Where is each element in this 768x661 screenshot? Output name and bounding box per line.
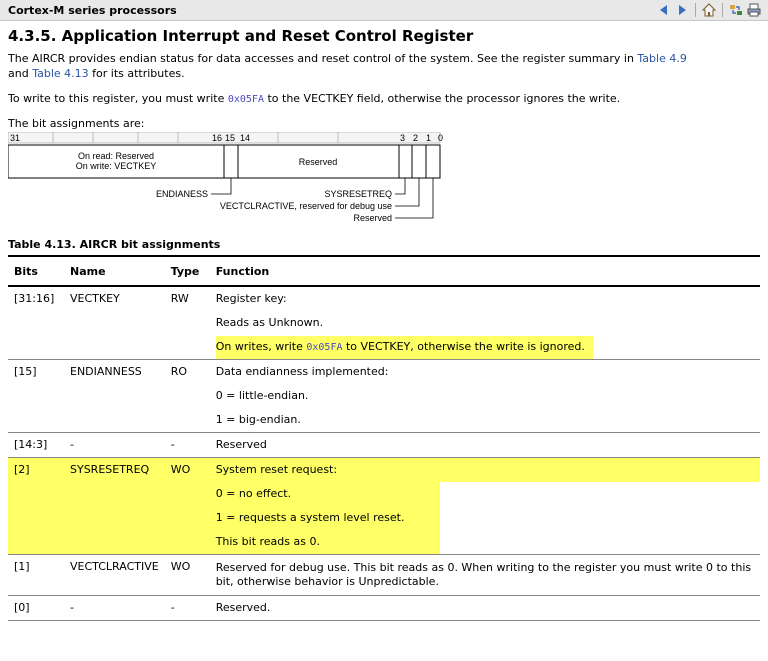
intro-paragraph [8, 51, 760, 81]
function-line: Reserved [215, 438, 267, 451]
bits-cell: [1] [14, 560, 30, 573]
nav-icons [656, 2, 762, 18]
home-icon[interactable] [701, 2, 717, 18]
bit-assignment-diagram [8, 132, 448, 232]
col-name: Name [70, 264, 106, 278]
bit-14-label: 14 [240, 133, 251, 143]
table-4-9-link[interactable]: Table 4.9 [637, 52, 687, 65]
intro-text: and [8, 67, 33, 80]
bits-cell: [15] [14, 365, 37, 378]
function-line: System reset request: [210, 458, 760, 483]
bits-cell: [0] [14, 601, 30, 614]
reserved-field: Reserved [298, 157, 338, 167]
bit-3-label: 3 [400, 133, 406, 143]
row-endianness [8, 360, 760, 433]
function-line: Reserved for debug use. This bit reads as 0. When writing to the register you must write 0 to this bit, otherwise behavior is Unpredictable. [215, 561, 752, 588]
page-title: 4.3.5. Application Interrupt and Reset Control Register [8, 27, 474, 45]
row-reserved-14-3 [8, 433, 760, 458]
type-cell: - [170, 438, 175, 451]
name-cell: VECTKEY [70, 292, 120, 305]
type-cell: WO [170, 560, 191, 573]
type-cell: RW [170, 292, 189, 305]
type-cell: WO [165, 458, 210, 483]
row-reserved-0 [8, 596, 760, 621]
bit-2-label: 2 [413, 133, 419, 143]
function-line: Reserved. [215, 601, 271, 614]
function-line: 1 = requests a system level reset. [210, 506, 760, 530]
bits-cell: [2] [8, 458, 64, 483]
bits-intro: The bit assignments are: [8, 117, 145, 130]
header-bar [0, 0, 768, 21]
function-line: Data endianness implemented: [215, 365, 389, 378]
function-line: 0 = no effect. [210, 482, 760, 506]
vectclractive-callout: VECTCLRACTIVE, reserved for debug use [219, 201, 392, 211]
function-line: Register key: [215, 292, 287, 305]
bit-16-label: 16 [212, 133, 223, 143]
name-cell: - [70, 438, 74, 451]
bits-cell: [31:16] [14, 292, 55, 305]
next-icon[interactable] [674, 2, 690, 18]
code-value: 0x05FA [306, 342, 343, 353]
name-cell: SYSRESETREQ [64, 458, 165, 483]
highlight-text: On writes, write [215, 340, 307, 353]
function-line: This bit reads as 0. [210, 530, 760, 555]
table-header-row [8, 256, 760, 286]
reserved-callout: Reserved [353, 213, 392, 223]
name-cell: ENDIANNESS [70, 365, 142, 378]
aircr-bit-table [8, 255, 760, 621]
function-line: 1 = big-endian. [215, 413, 301, 426]
row-vectclractive [8, 555, 760, 596]
name-cell: - [70, 601, 74, 614]
sync-toc-icon[interactable] [728, 2, 744, 18]
intro-text: for its attributes. [88, 67, 185, 80]
vectkey-field-read: On read: Reserved [77, 151, 155, 161]
bit-15-label: 15 [225, 133, 236, 143]
write-text: To write to this register, you must write [8, 92, 228, 105]
write-paragraph [8, 91, 760, 107]
bits-cell: [14:3] [14, 438, 48, 451]
name-cell: VECTCLRACTIVE [70, 560, 159, 573]
row-vectkey [8, 286, 760, 360]
col-bits: Bits [14, 264, 38, 278]
table-title: Table 4.13. AIRCR bit assignments [8, 238, 221, 251]
sysresetreq-callout: SYSRESETREQ [324, 189, 392, 199]
type-cell: RO [170, 365, 187, 378]
write-text: to the VECTKEY field, otherwise the processor ignores the write. [263, 92, 621, 105]
function-line: Reads as Unknown. [215, 316, 324, 329]
bit-1-label: 1 [426, 133, 432, 143]
col-type: Type [170, 264, 200, 278]
row-sysresetreq [8, 458, 760, 555]
code-value: 0x05FA [227, 94, 264, 105]
function-highlight [210, 335, 760, 360]
prev-icon[interactable] [656, 2, 672, 18]
intro-text: The AIRCR provides endian status for data accesses and reset control of the system. See the register summary in [8, 52, 638, 65]
highlight-text: to VECTKEY, otherwise the write is ignored. [342, 340, 585, 353]
divider [722, 3, 723, 17]
print-icon[interactable] [746, 2, 762, 18]
endianness-callout: ENDIANESS [155, 189, 208, 199]
bit-31-label: 31 [10, 133, 21, 143]
function-line: 0 = little-endian. [215, 389, 309, 402]
divider [695, 3, 696, 17]
book-title: Cortex-M series processors [8, 4, 177, 17]
col-function: Function [215, 264, 270, 278]
type-cell: - [170, 601, 175, 614]
vectkey-field-write: On write: VECTKEY [75, 161, 157, 171]
bit-0-label: 0 [438, 133, 444, 143]
table-4-13-link[interactable]: Table 4.13 [32, 67, 89, 80]
